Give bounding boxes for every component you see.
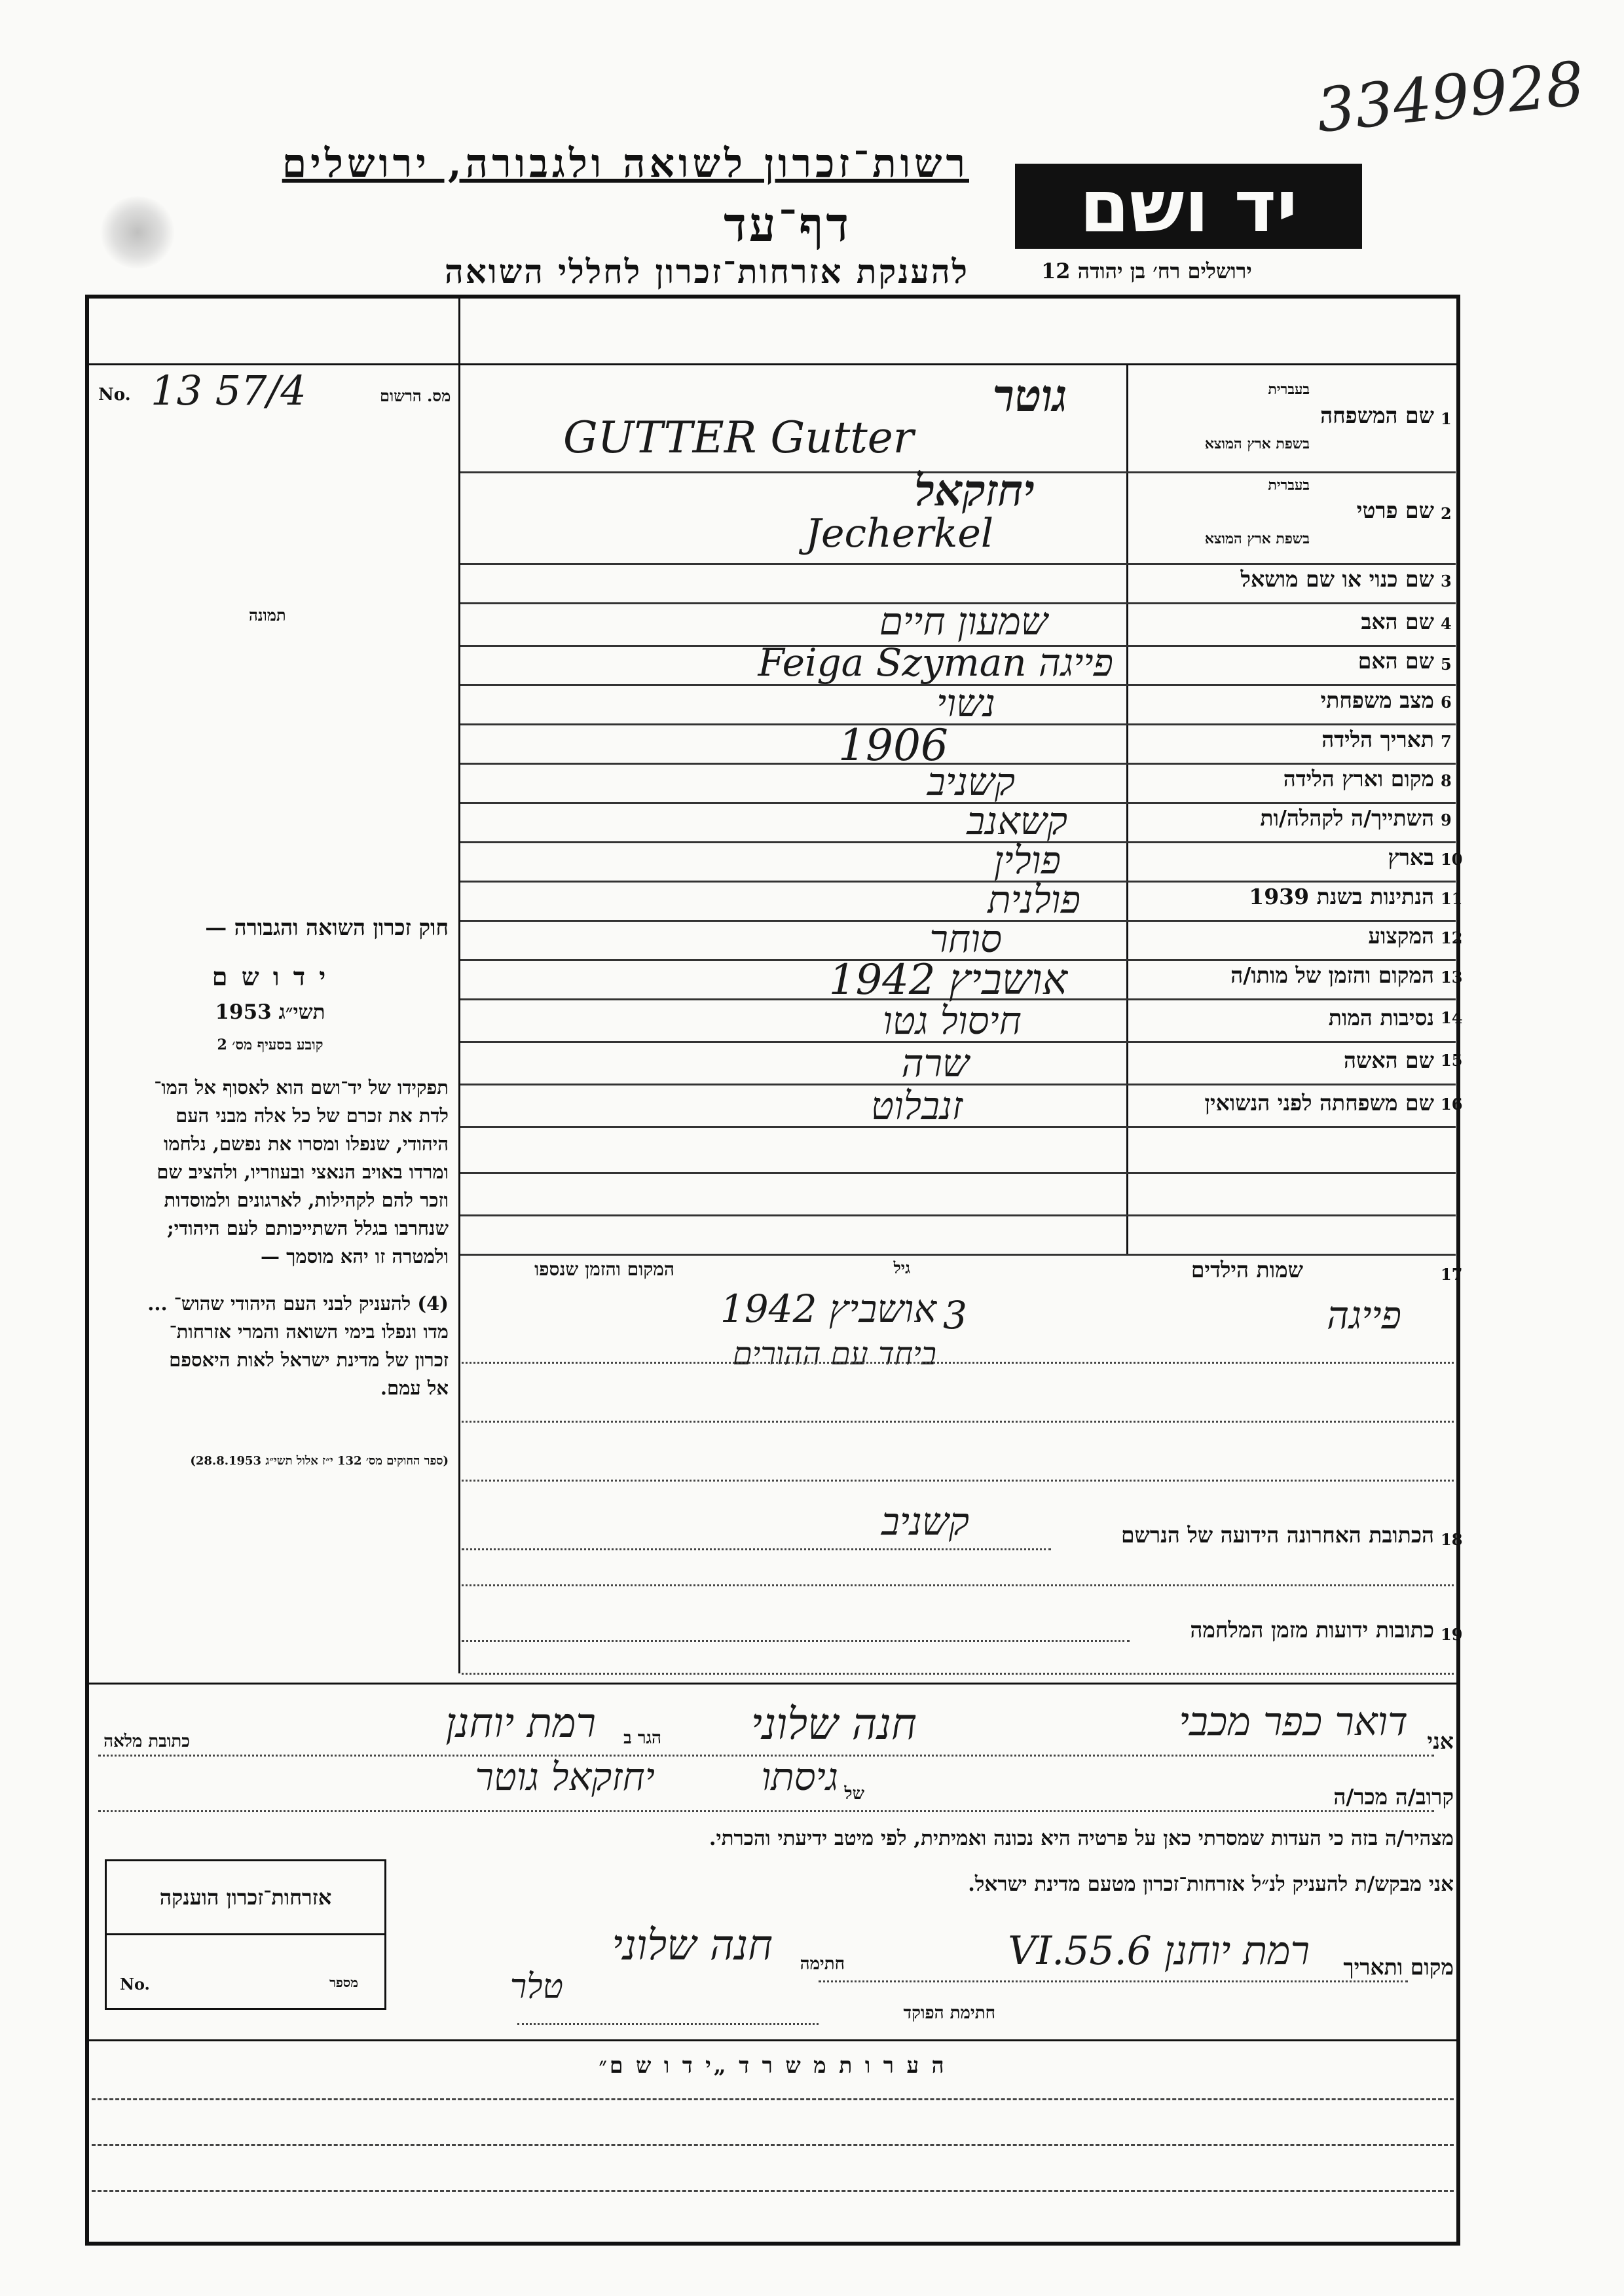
law-body-line: וזכר להם לקהילות, לארגונים ולמוסדות bbox=[164, 1189, 449, 1211]
wife-name: שרה bbox=[901, 1041, 969, 1085]
dotted-line bbox=[462, 1421, 1454, 1423]
signature-label: חתימה bbox=[800, 1954, 845, 1974]
law-body-line: היהודי, שנפלו ומסרו את נפשם, נלחמו bbox=[163, 1133, 449, 1155]
citizenship: פולנית bbox=[987, 877, 1080, 922]
field-label-birth-date: תאריך הלידה bbox=[1321, 727, 1434, 752]
dotted-line bbox=[462, 1673, 1454, 1675]
dashed-line bbox=[92, 2144, 1454, 2146]
field-number: 14 bbox=[1441, 1008, 1463, 1027]
field-number: 16 bbox=[1441, 1095, 1463, 1114]
wartime-addresses-label: כתובות ידועות מזמן המלחמה bbox=[1190, 1617, 1434, 1643]
children-label: שמות הילדים bbox=[1190, 1257, 1303, 1283]
law-clause: קובע בסעיף מס׳ 2 bbox=[217, 1036, 323, 1053]
place-date-label: מקום ותאריך bbox=[1343, 1954, 1454, 1980]
field-label-death-circumstances: נסיבות המות bbox=[1328, 1005, 1434, 1030]
field-number: 18 bbox=[1441, 1530, 1463, 1549]
dotted-line bbox=[462, 1584, 1454, 1586]
registration-no-label: No. bbox=[98, 385, 131, 405]
father-name: שמעון חיים bbox=[879, 599, 1048, 644]
mother-name: פייגה Feiga Szyman bbox=[758, 640, 1113, 685]
field-number: 1 bbox=[1441, 409, 1452, 428]
law-item4 bbox=[92, 1290, 449, 1402]
address: ירושלים רח׳ בן יהודה 12 bbox=[1041, 259, 1252, 283]
marital-status: נשוי bbox=[936, 681, 995, 725]
field-number: 11 bbox=[1441, 889, 1463, 908]
field-label-first-name: שם פרטי bbox=[1356, 498, 1434, 523]
law-body-line: לדת את זכרם של כל אלה מבני העם bbox=[175, 1104, 449, 1127]
last-address-label: הכתובת האחרונה הידועה של הנרשם bbox=[1120, 1522, 1434, 1548]
dotted-line bbox=[819, 1980, 1408, 1982]
law-item-line: (4) להעניק לבני העם היהודי שהוש־ ... bbox=[147, 1292, 449, 1315]
law-name: י ד ו ש ם bbox=[212, 962, 329, 991]
field-number: 17 bbox=[1441, 1265, 1463, 1284]
children-age-label: גיל bbox=[893, 1258, 910, 1277]
field-label-marital-status: מצב משפחתי bbox=[1320, 687, 1434, 713]
law-title: חוק זכרון השואה והגבורה — bbox=[205, 915, 449, 940]
divider bbox=[1126, 363, 1128, 1254]
field-label-wife-maiden-name: שם משפחתה לפני הנשואין bbox=[1204, 1090, 1434, 1116]
law-body-line: ומרדו באויב הנאצי ובעוזריו, ולהציב שם bbox=[157, 1161, 449, 1183]
dashed-line bbox=[92, 2190, 1454, 2192]
officer-signature-label: חתימת הפוקד bbox=[903, 2003, 995, 2023]
of-label: של bbox=[844, 1784, 864, 1804]
child-name: פייגה bbox=[1327, 1293, 1401, 1338]
divider bbox=[89, 363, 1456, 365]
lives-at-label: הגר ב bbox=[623, 1728, 661, 1748]
field-label-citizenship: הנתינות בשנת 1939 bbox=[1249, 884, 1434, 909]
declarant-signature: חנה שלוני bbox=[612, 1922, 773, 1970]
sub-label-origin: בשפת ארץ המוצא bbox=[1204, 435, 1310, 452]
law-citation: (ספר החוקים מס׳ 132 י״ז אלול תשי״ג 28.8.1953) bbox=[190, 1454, 449, 1468]
field-label-community: השתייך/ה לקהלה/ות bbox=[1260, 805, 1434, 831]
authority-title: רשות־זכרון לשואה ולגבורה, ירושלים bbox=[282, 141, 969, 187]
row-line bbox=[460, 1254, 1456, 1256]
sub-label-hebrew: בעברית bbox=[1268, 381, 1310, 398]
first-name-hebrew: יחזקאל bbox=[914, 465, 1035, 516]
form-purpose: להענקת אזרחות־זכרון לחללי השואה bbox=[445, 252, 969, 291]
relation: גיסתו bbox=[761, 1755, 838, 1799]
citizenship-request: אני מבקש/ת להעניק לנ״ל אזרחות־זכרון מטעם מדינת ישראל. bbox=[968, 1872, 1454, 1896]
yad-vashem-logo: יד ושם bbox=[1015, 164, 1362, 249]
full-address: דואר כפר מכבי bbox=[1179, 1699, 1408, 1745]
address-label: כתובת מלאה bbox=[103, 1732, 190, 1751]
law-item-line: מדו ונפלו בימי השואה והמרי אזרחות־ bbox=[169, 1321, 449, 1343]
field-number: 19 bbox=[1441, 1625, 1463, 1644]
city: רמת יוחנן bbox=[445, 1699, 596, 1747]
field-label-father: שם האב bbox=[1361, 609, 1434, 634]
wife-maiden-name: זנבלוט bbox=[871, 1084, 963, 1128]
row-line bbox=[460, 841, 1456, 843]
field-number: 9 bbox=[1441, 811, 1452, 829]
sub-label-origin: בשפת ארץ המוצא bbox=[1204, 530, 1310, 547]
dotted-line bbox=[462, 1548, 1051, 1550]
field-number: 7 bbox=[1441, 732, 1452, 751]
birth-date: 1906 bbox=[838, 720, 948, 771]
dotted-line bbox=[462, 1640, 1130, 1642]
registration-label: מס. הרשום bbox=[380, 386, 451, 405]
certificate-number-label: מספר bbox=[329, 1975, 358, 1990]
field-number: 10 bbox=[1441, 850, 1463, 869]
sub-label-hebrew: בעברית bbox=[1268, 477, 1310, 494]
law-item-line: אל עמם. bbox=[380, 1377, 449, 1399]
law-year: תשי״ג 1953 bbox=[215, 1000, 325, 1024]
field-label-mother: שם האם bbox=[1357, 648, 1434, 674]
death-place-time: אושביץ 1942 bbox=[828, 956, 1067, 1004]
child-place: אושביץ 1942 bbox=[720, 1286, 936, 1331]
row-line bbox=[460, 881, 1456, 883]
field-number: 13 bbox=[1441, 968, 1463, 987]
field-label-family-name: שם המשפחה bbox=[1320, 403, 1434, 428]
field-number: 8 bbox=[1441, 771, 1452, 790]
declarant-name: חנה שלוני bbox=[750, 1699, 917, 1749]
last-address: קשניב bbox=[881, 1499, 969, 1544]
field-label-birth-place: מקום וארץ הלידה bbox=[1283, 766, 1434, 792]
field-number: 15 bbox=[1441, 1051, 1463, 1070]
law-body-line: תפקידו של יד־ושם הוא לאסוף אל המו־ bbox=[154, 1076, 449, 1099]
registration-number: 13 57/4 bbox=[151, 367, 306, 414]
dotted-line bbox=[462, 1480, 1454, 1482]
family-name-latin: GUTTER Gutter bbox=[563, 412, 914, 463]
stamp-mark bbox=[98, 196, 177, 268]
row-line bbox=[460, 1172, 1456, 1174]
dotted-line bbox=[98, 1810, 1434, 1812]
children-place-label: המקום והזמן שנספו bbox=[534, 1258, 674, 1280]
law-body-line: ולמטרה זו יהא מוסמך — bbox=[261, 1245, 449, 1267]
dotted-line bbox=[517, 2023, 819, 2025]
serial-number: 3349928 bbox=[1313, 48, 1588, 147]
dashed-line bbox=[92, 2098, 1454, 2100]
country: פולין bbox=[993, 838, 1061, 883]
field-number: 12 bbox=[1441, 928, 1463, 947]
profession: סוחר bbox=[929, 917, 1002, 961]
declaration-statement: מצהיר/ה בזה כי העדות שמסרתי כאן על פרטיה היא נכונה ואמיתית, לפי מיטב ידיעתי והכרתי. bbox=[709, 1827, 1454, 1850]
child-age: 3 bbox=[943, 1293, 967, 1338]
field-label-wife-name: שם האשה bbox=[1344, 1048, 1434, 1073]
field-label-nickname: שם כנוי או שם מושאל bbox=[1240, 566, 1434, 592]
field-label-country: בארץ bbox=[1388, 845, 1434, 870]
field-label-profession: המקצוע bbox=[1368, 923, 1434, 949]
officer-signature: טלר bbox=[509, 1967, 563, 2007]
divider bbox=[458, 299, 460, 1673]
law-item-line: זכרון של מדינת ישראל לאות היאספם bbox=[169, 1349, 449, 1371]
dotted-line bbox=[462, 1362, 1454, 1364]
photo-label: תמונה bbox=[249, 606, 286, 625]
remarks-title: ה ע ר ו ת מ ש ר ד „י ד ו ש ם״ bbox=[599, 2052, 947, 2078]
first-name-latin: Jecherkel bbox=[805, 511, 994, 556]
death-circumstances: חיסול גטו bbox=[883, 998, 1022, 1043]
family-name-hebrew: גוטר bbox=[992, 370, 1067, 422]
field-number: 3 bbox=[1441, 572, 1452, 591]
field-label-death-place-time: המקום והזמן של מותו/ה bbox=[1230, 962, 1434, 988]
row-line bbox=[460, 1214, 1456, 1216]
field-number: 4 bbox=[1441, 614, 1452, 633]
field-number: 5 bbox=[1441, 655, 1452, 674]
field-number: 6 bbox=[1441, 693, 1452, 712]
row-line bbox=[460, 563, 1456, 565]
field-number: 2 bbox=[1441, 504, 1452, 523]
subject-name: יחזקאל גוטר bbox=[475, 1755, 655, 1799]
divider bbox=[89, 1683, 1456, 1685]
form-title: דף־עד bbox=[724, 196, 851, 252]
place-date: רמת יוחנן 6.VI.55 bbox=[1008, 1928, 1310, 1974]
birth-place: קשניב bbox=[927, 759, 1015, 804]
certificate-no-label: No. bbox=[120, 1975, 150, 1994]
declaration-i-label: אני bbox=[1427, 1728, 1454, 1754]
child-note: ביחד עם ההורים bbox=[732, 1336, 936, 1372]
law-body bbox=[92, 1074, 449, 1271]
law-body-line: שנחרבו בגלל השתייכותם לעם היהודי; bbox=[166, 1217, 449, 1239]
divider bbox=[89, 2039, 1456, 2041]
certificate-title: אזרחות־זכרון הוענקה bbox=[107, 1861, 384, 1935]
community: קשאנב bbox=[967, 799, 1067, 843]
certificate-box bbox=[105, 1859, 386, 2010]
relation-label: קרוב/ה מכר/ה bbox=[1333, 1784, 1454, 1810]
